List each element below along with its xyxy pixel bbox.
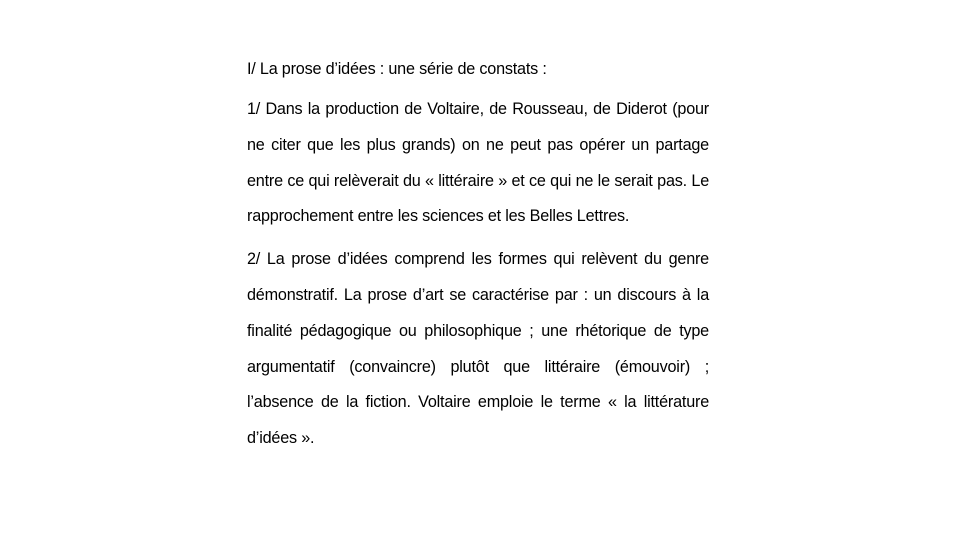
paragraph-2: 2/ La prose d’idées comprend les formes qui relèvent du genre démonstratif. La prose d’art se caractérise par : un discours à la finalité pédagogique ou philosophique ; une rhétorique de type argumentatif (convaincre) plutôt que littéraire (émouvoir) ; l’absence de la fiction. Voltaire emploie le terme « la littérature d’idées ». [247, 250, 709, 448]
paragraph-1: 1/ Dans la production de Voltaire, de Rousseau, de Diderot (pour ne citer que les plus grands) on ne peut pas opérer un partage entre ce qui relèverait du « littéraire » et ce qui ne le serait pas. Le rapprochement entre les sciences et les Belles Lettres. [247, 100, 709, 226]
section-heading: I/ La prose d’idées : une série de constats : [247, 60, 547, 78]
slide-text-block [247, 55, 709, 457]
